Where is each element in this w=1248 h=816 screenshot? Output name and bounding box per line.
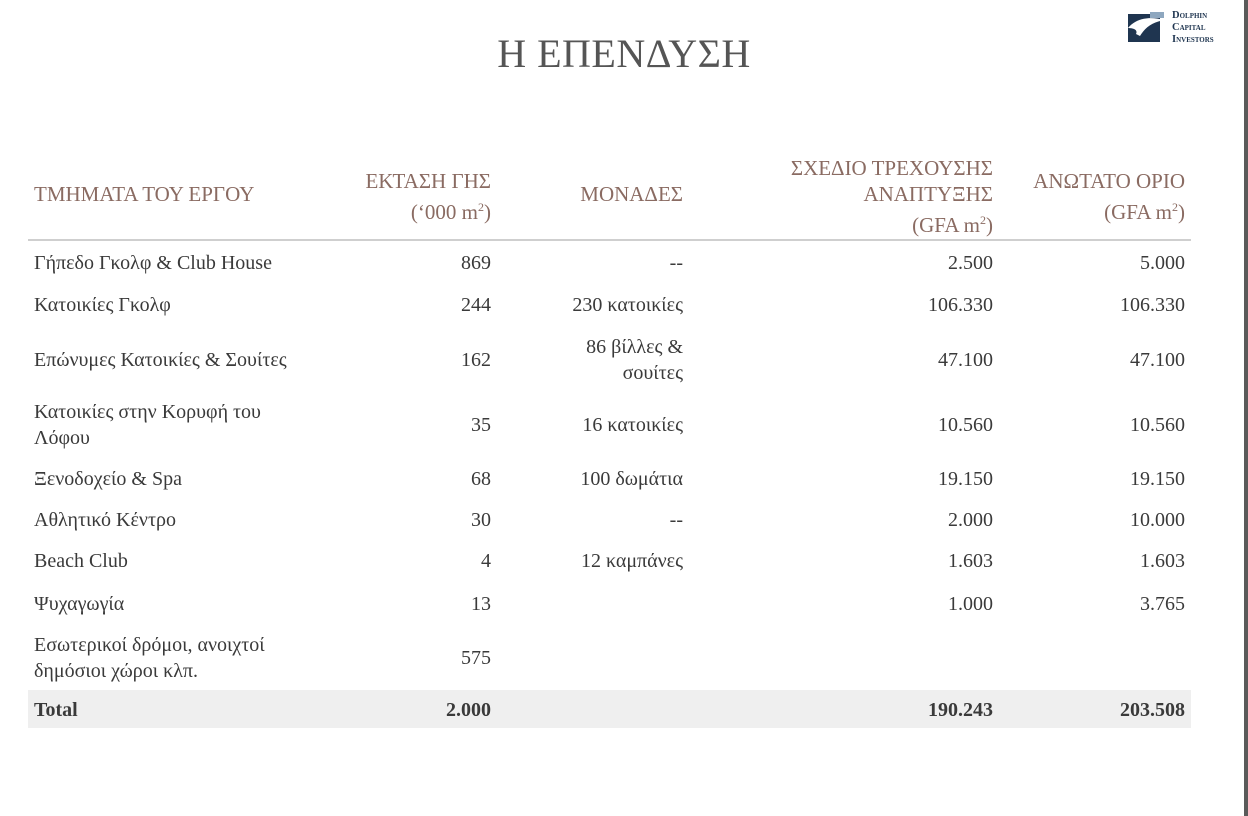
row-max: 106.330 bbox=[1120, 294, 1185, 316]
logo-wordmark bbox=[1172, 10, 1214, 46]
row-name: Γήπεδο Γκολφ & Club House bbox=[34, 252, 272, 274]
row-max: 47.100 bbox=[1130, 349, 1185, 371]
row-units: 16 κατοικίες bbox=[582, 414, 683, 436]
dolphin-logo bbox=[1126, 8, 1236, 50]
header-gfa: ΣΧΕΔΙΟ ΤΡΕΧΟΥΣΗΣ ΑΝΑΠΤΥΞΗΣ (GFA $m^2$) bbox=[740, 155, 993, 238]
row-area: 869 bbox=[461, 252, 491, 274]
logo-line-3: Investors bbox=[1172, 34, 1214, 45]
header-max: ΑΝΩΤΑΤΟ ΟΡΙΟ (GFA $m^2$) bbox=[1000, 168, 1185, 225]
header-max-unit: (GFA $m^2$) bbox=[1104, 200, 1185, 224]
row-gfa: 47.100 bbox=[938, 349, 993, 371]
row-units: 12 καμπάνες bbox=[580, 550, 683, 572]
row-max: 19.150 bbox=[1130, 468, 1185, 490]
row-gfa: 19.150 bbox=[938, 468, 993, 490]
dolphin-logo-icon bbox=[1126, 10, 1166, 46]
header-divider bbox=[28, 239, 1191, 241]
total-max: 203.508 bbox=[1120, 699, 1185, 721]
header-units: ΜΟΝΑΔΕΣ bbox=[580, 182, 683, 206]
row-max: 5.000 bbox=[1140, 252, 1185, 274]
row-area: 4 bbox=[481, 550, 491, 572]
right-edge-border bbox=[1244, 0, 1248, 816]
row-name: Ξενοδοχείο & Spa bbox=[34, 468, 182, 490]
row-gfa: 1.000 bbox=[948, 593, 993, 615]
row-gfa: 1.603 bbox=[948, 550, 993, 572]
row-max: 1.603 bbox=[1140, 550, 1185, 572]
row-name: Εσωτερικοί δρόμοι, ανοιχτοί δημόσιοι χώροι κλπ. bbox=[34, 634, 265, 682]
row-area: 35 bbox=[471, 414, 491, 436]
total-area: 2.000 bbox=[446, 699, 491, 721]
row-area: 575 bbox=[461, 647, 491, 669]
logo-line-1: Dolphin bbox=[1172, 10, 1208, 21]
total-label: Total bbox=[34, 699, 78, 721]
header-gfa-unit: (GFA $m^2$) bbox=[912, 213, 993, 237]
header-area: ΕΚΤΑΣΗ ΓΗΣ (‘000 $m^2$) bbox=[330, 168, 491, 225]
row-gfa: 10.560 bbox=[938, 414, 993, 436]
row-area: 68 bbox=[471, 468, 491, 490]
row-area: 30 bbox=[471, 509, 491, 531]
row-max: 3.765 bbox=[1140, 593, 1185, 615]
header-area-unit: (‘000 $m^2$) bbox=[410, 200, 491, 224]
row-name: Κατοικίες στην Κορυφή του Λόφου bbox=[34, 401, 261, 449]
logo-line-2: Capital bbox=[1172, 22, 1206, 33]
row-name: Beach Club bbox=[34, 550, 128, 572]
row-name: Κατοικίες Γκολφ bbox=[34, 294, 171, 316]
row-gfa: 106.330 bbox=[928, 294, 993, 316]
row-units: -- bbox=[669, 509, 683, 531]
row-units: 100 δωμάτια bbox=[580, 468, 683, 490]
row-area: 162 bbox=[461, 349, 491, 371]
row-units: 230 κατοικίες bbox=[572, 294, 683, 316]
row-gfa: 2.500 bbox=[948, 252, 993, 274]
total-gfa: 190.243 bbox=[928, 699, 993, 721]
row-gfa: 2.000 bbox=[948, 509, 993, 531]
page-title: Η ΕΠΕΝΔΥΣΗ bbox=[497, 31, 751, 76]
row-max: 10.560 bbox=[1130, 414, 1185, 436]
row-units: -- bbox=[669, 252, 683, 274]
row-name: Ψυχαγωγία bbox=[34, 593, 125, 615]
row-area: 13 bbox=[471, 593, 491, 615]
row-area: 244 bbox=[461, 294, 491, 316]
header-name: ΤΜΗΜΑΤΑ ΤΟΥ ΕΡΓΟΥ bbox=[34, 182, 255, 206]
row-name: Αθλητικό Κέντρο bbox=[34, 509, 176, 531]
row-name: Επώνυμες Κατοικίες & Σουίτες bbox=[34, 349, 287, 371]
row-units: 86 βίλλες & σουίτες bbox=[586, 336, 683, 384]
row-max: 10.000 bbox=[1130, 509, 1185, 531]
